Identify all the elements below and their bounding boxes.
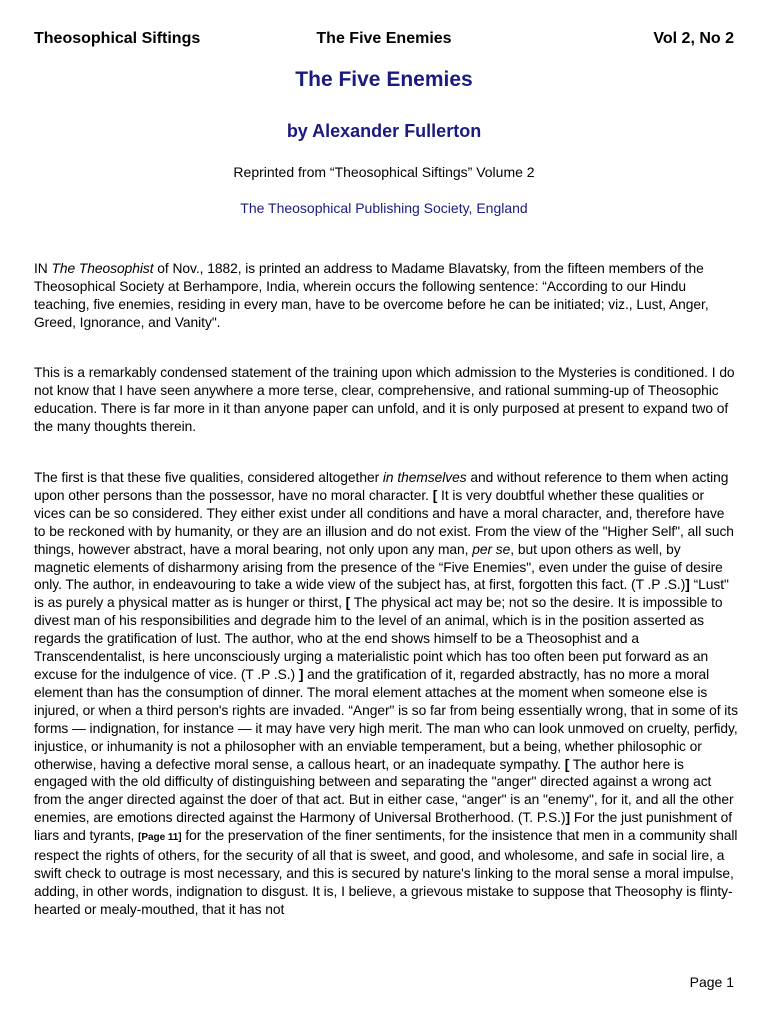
paragraph-3-text: For the just punishment of liars and tyrants, [34,810,733,844]
paragraph-3-text: for the preservation of the finer sentiments, for the insistence that men in a community shall respect the rights of others, for the security of all that is sweet, and good, and wholesome, and safe in social lire, a swift check to outrage is most necessary, and this is secured by nature's linking to the moral sense a moral impulse, adding, in other words, indignation to disgust. It is, I believe, a grievous mistake to suppose that Theosophy is flinty-hearted or mealy-mouthed, that it has not [34,828,738,917]
editorial-bracket-close: ] [298,666,304,682]
paragraph-1 [34,260,738,332]
paragraph-3-text: and without reference to them when acting upon other persons than the possessor, have no moral character. [34,470,729,503]
page-number: Page 1 [689,974,734,990]
editorial-note-text: The physical act may be; not so the desire. It is impossible to divest man of his responsibilities and degrade him to the level of an animal, which is in the position asserted as regards the gratification of lust. The author, who at the end shows himself to be a Theosophist and a Transcendentalist, is here unconsciously urging a materialistic point which has too often been put forward as an excuse for the indulgence of vice. (T .P .S.) [34,595,723,682]
emphasis-text: in themselves [382,470,467,485]
header-article-title: The Five Enemies [316,30,452,47]
paragraph-3-text: The first is that these five qualities, considered altogether [34,470,383,485]
editorial-bracket-open: [ [432,487,438,503]
journal-name: The Theosophist [51,261,154,276]
paragraph-3-text: and the gratification of it, regarded abstractly, has no more a moral element than has the consumption of dinner. The moral element attaches at the moment when someone else is injured, or when a third person's rights are invaded. “Anger" is so far from being essentially wrong, that in some of its forms — indignation, for instance — it may have very high merit. The man who can look unmoved on cruelty, perfidy, injustice, or inhumanity is not a philosopher with an enviable temperament, but a being, whether philosophic or otherwise, having a defective moral sense, a callous heart, or an inadequate sympathy. [34,666,738,772]
page-marker: [Page 11] [138,832,182,844]
running-header [34,30,734,52]
publisher-line: The Theosophical Publishing Society, England [240,200,528,216]
paragraph-1-text: of Nov., 1882, is printed an address to Madame Blavatsky, from the fifteen members of the Theosophical Society at Berhampore, India, wherein occurs the following sentence: “According to our Hindu teaching, five enemies, residing in every man, have to be overcome before he can be initiated; viz., Lust, Anger, Greed, Ignorance, and Vanity". [34,261,709,330]
paragraph-1-text: IN [34,261,52,276]
document-title: The Five Enemies [295,68,473,91]
editorial-note-text: The author here is engaged with the old difficulty of distinguishing between and separating the "anger" directed against a wrong act from the anger directed against the doer of that act. But in either case, “anger" is an "enemy", for it, and all the other enemies, are emotions directed against the Harmony of Universal Brotherhood. (T. P.S.) [34,756,734,826]
reprint-notice: Reprinted from “Theosophical Siftings” Volume 2 [233,164,535,180]
editorial-note-text: , but upon others as well, by magnetic elements of disharmony arising from the presence of the “Five Enemies", even under the guise of desire only. The author, in endeavouring to take a wide view of the subject has, at first, forgotten this fact. (T .P .S.) [34,541,723,593]
editorial-bracket-close: ] [685,577,690,593]
paragraph-3-text: “Lust" is as purely a physical matter as is hunger or thirst, [34,577,729,611]
editorial-bracket-open: [ [345,595,351,611]
editorial-bracket-close: ] [565,810,571,826]
paragraph-2: This is a remarkably condensed statement of the training upon which admission to the Mysteries is conditioned. I do not know that I have seen anywhere a more terse, clear, comprehensive, and rational summing-up of Theosophic education. There is far more in it than anyone paper can unfold, and it is only purposed at present to expand two of the many thoughts therein. [34,365,735,434]
header-volume-number: Vol 2, No 2 [653,30,734,47]
emphasis-text: per se [472,541,511,557]
paragraph-3 [34,469,738,919]
editorial-note-text: It is very doubtful whether these qualities or vices can be so considered. They either exist under all conditions and have a moral character, and, therefore have to be reckoned with by humanity, or they are an illusion and do not exist. From the view of the "Higher Self", all such things, however abstract, have a moral bearing, not only upon any man, [34,487,734,557]
editorial-bracket-open: [ [564,756,570,772]
header-publication-name: Theosophical Siftings [34,30,201,47]
document-byline: by Alexander Fullerton [286,121,482,141]
